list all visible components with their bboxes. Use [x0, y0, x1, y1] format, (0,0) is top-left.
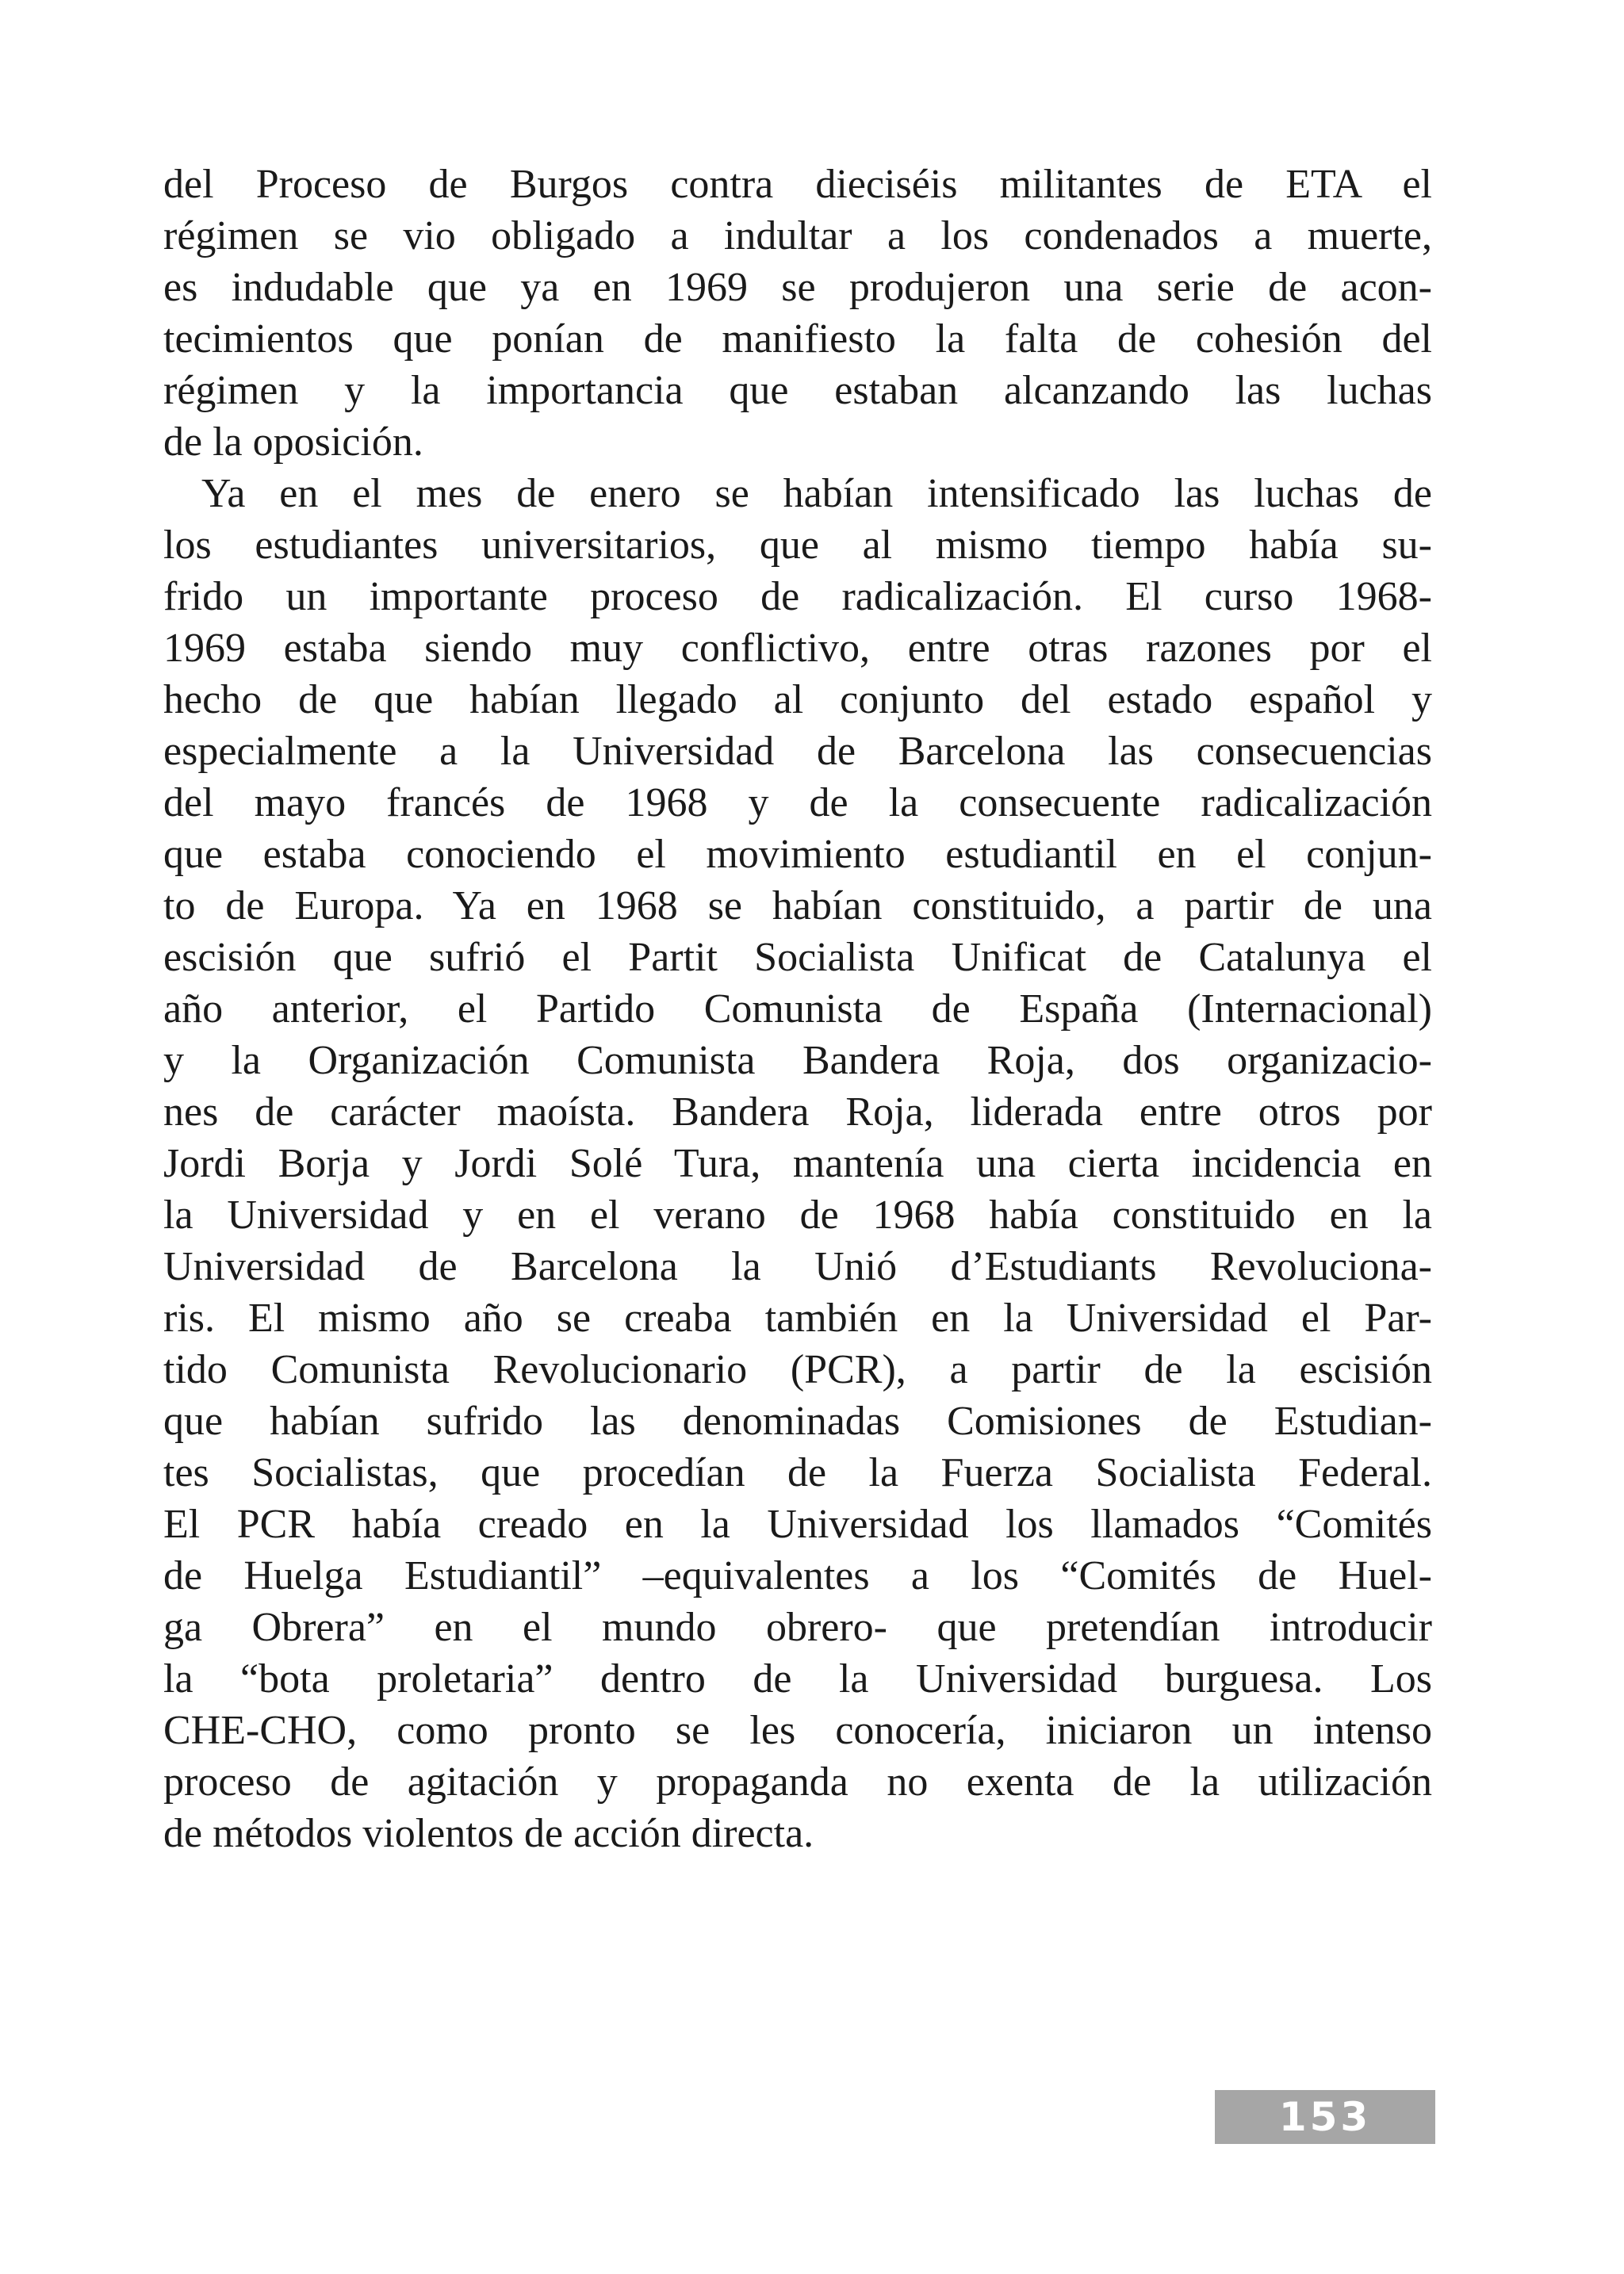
text-line: 1969 estaba siendo muy conflictivo, entre otras razones por el [163, 626, 1432, 671]
text-line: ga Obrera” en el mundo obrero- que pretendían introducir [163, 1605, 1432, 1650]
text-line: los estudiantes universitarios, que al mismo tiempo había su- [163, 523, 1432, 568]
text-line: to de Europa. Ya en 1968 se habían constituido, a partir de una [163, 883, 1432, 928]
text-line: tes Socialistas, que procedían de la Fuerza Socialista Federal. [163, 1450, 1432, 1495]
text-line: que habían sufrido las denominadas Comisiones de Estudian- [163, 1399, 1432, 1444]
text-line: frido un importante proceso de radicalización. El curso 1968- [163, 574, 1432, 619]
text-line: del Proceso de Burgos contra dieciséis militantes de ETA el [163, 162, 1432, 207]
page-number: 153 [1215, 2090, 1435, 2144]
text-line: Jordi Borja y Jordi Solé Tura, mantenía una cierta incidencia en [163, 1141, 1432, 1186]
text-line: Ya en el mes de enero se habían intensificado las luchas de [201, 471, 1432, 516]
text-line: El PCR había creado en la Universidad los llamados “Comités [163, 1502, 1432, 1547]
text-line: Universidad de Barcelona la Unió d’Estudiants Revoluciona- [163, 1244, 1432, 1289]
text-line: nes de carácter maoísta. Bandera Roja, liderada entre otros por [163, 1089, 1432, 1135]
text-line: y la Organización Comunista Bandera Roja, dos organizacio- [163, 1038, 1432, 1083]
text-line: régimen y la importancia que estaban alcanzando las luchas [163, 368, 1432, 413]
text-line: de la oposición. [163, 419, 423, 465]
text-line: la “bota proletaria” dentro de la Universidad burguesa. Los [163, 1656, 1432, 1702]
text-line: que estaba conociendo el movimiento estudiantil en el conjun- [163, 832, 1432, 877]
text-line: escisión que sufrió el Partit Socialista Unificat de Catalunya el [163, 935, 1432, 980]
text-line: hecho de que habían llegado al conjunto del estado español y [163, 677, 1432, 722]
text-line: tido Comunista Revolucionario (PCR), a partir de la escisión [163, 1347, 1432, 1392]
text-line: año anterior, el Partido Comunista de España (Internacional) [163, 986, 1432, 1032]
body-text [163, 159, 1432, 1859]
text-line: especialmente a la Universidad de Barcelona las consecuencias [163, 729, 1432, 774]
text-line: la Universidad y en el verano de 1968 había constituido en la [163, 1193, 1432, 1238]
text-line: régimen se vio obligado a indultar a los condenados a muerte, [163, 213, 1432, 258]
text-line: es indudable que ya en 1969 se produjeron una serie de acon- [163, 265, 1432, 310]
text-line: de métodos violentos de acción directa. [163, 1811, 814, 1856]
text-line: de Huelga Estudiantil” –equivalentes a los “Comités de Huel- [163, 1553, 1432, 1598]
text-line: CHE-CHO, como pronto se les conocería, iniciaron un intenso [163, 1708, 1432, 1753]
text-line: proceso de agitación y propaganda no exenta de la utilización [163, 1759, 1432, 1805]
text-line: del mayo francés de 1968 y de la consecuente radicalización [163, 780, 1432, 825]
text-line: tecimientos que ponían de manifiesto la falta de cohesión del [163, 316, 1432, 362]
text-line: ris. El mismo año se creaba también en la Universidad el Par- [163, 1296, 1432, 1341]
